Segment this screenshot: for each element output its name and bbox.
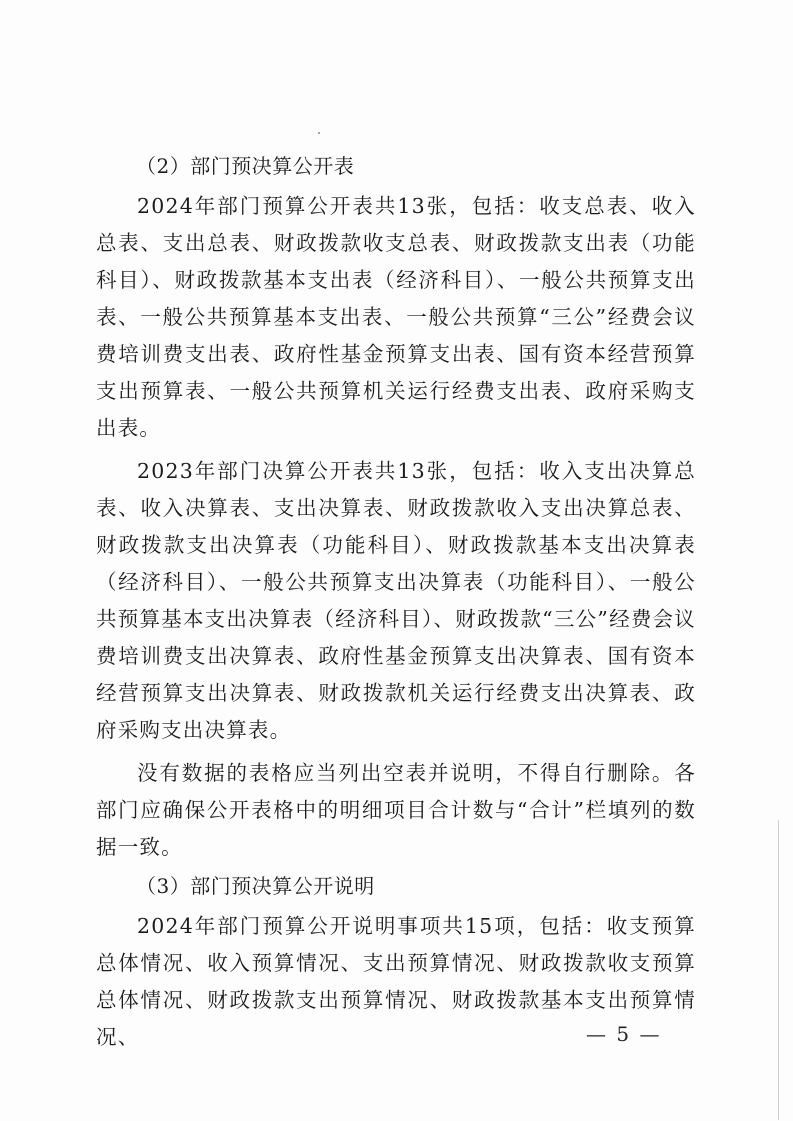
- document-body: [96, 150, 696, 1062]
- paragraph-budget-explanations-2024: 2024年部门预算公开说明事项共15项，包括：收支预算总体情况、收入预算情况、支出预算情况、财政拨款收支预算总体情况、财政拨款支出预算情况、财政拨款基本支出预算情况、: [96, 914, 696, 1049]
- paragraph-final-accounts-tables-2023: 2023年部门决算公开表共13张，包括：收入支出决算总表、收入决算表、支出决算表、财政拨款收入支出决算总表、财政拨款支出决算表（功能科目）、财政拨款基本支出决算表（经济科目）、一般公共预算支出决算表（功能科目）、一般公共预算基本支出决算表（经济科目）、财政拨款“三公”经费会议费培训费支出决算表、政府性基金预算支出决算表、国有资本经营预算支出决算表、财政拨款机关运行经费支出决算表、政府采购支出决算表。: [96, 459, 696, 742]
- scan-speck: [318, 132, 320, 134]
- paragraph-empty-tables-note: 没有数据的表格应当列出空表并说明，不得自行删除。各部门应确保公开表格中的明细项目合计数与“合计”栏填列的数据一致。: [96, 761, 696, 859]
- scan-edge-line: [778, 820, 779, 1120]
- section-heading-explanations: （3）部门预决算公开说明: [136, 874, 375, 898]
- section-heading-tables: （2）部门预决算公开表: [136, 154, 355, 178]
- page-number: — 5 —: [586, 1022, 662, 1046]
- paragraph-budget-tables-2024: 2024年部门预算公开表共13张，包括：收支总表、收入总表、支出总表、财政拨款收支总表、财政拨款支出表（功能科目）、财政拨款基本支出表（经济科目）、一般公共预算支出表、一般公共预算基本支出表、一般公共预算“三公”经费会议费培训费支出表、政府性基金预算支出表、国有资本经营预算支出预算表、一般公共预算机关运行经费支出表、政府采购支出表。: [96, 194, 696, 440]
